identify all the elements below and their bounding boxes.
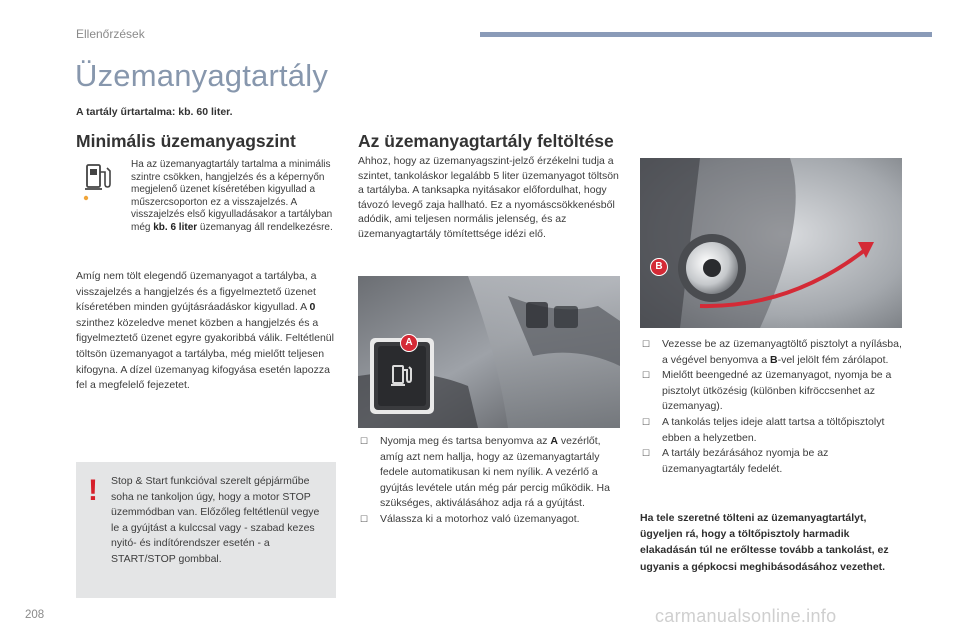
callout-b (650, 258, 668, 276)
heading-refuelling: Az üzemanyagtartály feltöltése (358, 131, 614, 151)
step-text: Nyomja meg és tartsa benyomva az (380, 435, 551, 447)
checkbox-icon: ☐ (642, 448, 651, 459)
header-rule (480, 32, 932, 37)
full-tank-note: Ha tele szeretné tölteni az üzemanyagtartályt, ügyeljen rá, hogy a töltőpisztoly harmadik elakadásán túl ne erőltesse tovább a tankolást, ez ugyanis a gépkocsi meghibásodásához vezethet. (640, 512, 889, 573)
low-fuel-body (76, 269, 338, 394)
checkbox-icon: ☐ (360, 436, 369, 446)
step-insert-nozzle (640, 337, 906, 368)
reserve-amount: kb. 6 liter (153, 221, 198, 233)
body-text: Amíg nem tölt elegendő üzemanyagot a tartályba, a visszajelzés a hangjelzés és a figyelmeztető üzenet kíséretében minden gyújtásráadáskor kigyullad. A (76, 270, 317, 314)
fuel-warning-icon (80, 160, 118, 202)
low-fuel-text: Ha az üzemanyagtartály tartalma a minimális szintre csökken, hangjelzés és a képernyőn megjelenő üzenet kíséretében kigyullad a műszercsoporton ez a visszajelzés. A visszajelzés első kigyulladásakor a tartályban még (131, 159, 333, 233)
checkbox-icon: ☐ (642, 416, 651, 427)
stop-start-warning: Stop & Start funkcióval szerelt gépjárműbe soha ne tankoljon úgy, hogy a motor STOP üzemmódban van. Előzőleg feltétlenül vegye le a gyújtást a kulccsal vagy - szabad kezes nyitó- és indítórendszer esetén - a START/STOP gombbal. (111, 475, 320, 565)
step-text-end: vezérlőt, amíg azt nem hallja, hogy az üzemanyagtartály fedele automatikusan ki nem nyílik. A vezérlő a gyújtás levétele után még pár percig működik. Ha szükséges, aktiválásához adja rá a gyújtást. (380, 435, 610, 510)
page-title: Üzemanyagtartály (75, 58, 329, 93)
step-push-nozzle (640, 368, 906, 415)
callout-a (400, 334, 418, 352)
low-fuel-description (131, 159, 336, 235)
middle-steps (358, 434, 620, 528)
fuel-filler-image (640, 158, 902, 328)
callout-b-label: B (655, 261, 663, 272)
callout-a-label: A (405, 337, 413, 348)
control-label-a: A (550, 435, 558, 447)
step-text-end: -vel jelölt fém zárólapot. (777, 353, 889, 366)
step-text: Válassza ki a motorhoz való üzemanyagot. (380, 512, 580, 525)
step-text: Mielőtt beengedné az üzemanyagot, nyomja be a pisztolyt ütközésig (különben kifröccsenhet az üzemanyag). (662, 369, 892, 413)
step-text: A tartály bezárásához nyomja be az üzemanyagtartály fedelét. (662, 447, 829, 475)
step-select-fuel (358, 512, 620, 528)
step-text: Vezesse be az üzemanyagtöltő pisztolyt a nyílásba, a végével benyomva a (662, 338, 902, 366)
checkbox-icon: ☐ (642, 370, 651, 381)
tank-capacity: A tartály űrtartalma: kb. 60 liter. (76, 106, 233, 118)
level-zero: 0 (309, 301, 316, 314)
low-fuel-text-end: üzemanyag áll rendelkezésre. (197, 221, 333, 233)
right-steps (640, 337, 906, 477)
watermark: carmanualsonline.info (655, 606, 837, 626)
section-label: Ellenőrzések (76, 27, 145, 41)
heading-minimum-level: Minimális üzemanyagszint (76, 131, 296, 151)
fuel-flap-control-image (358, 276, 620, 428)
refuelling-intro: Ahhoz, hogy az üzemanyagszint-jelző érzékelni tudja a szintet, tankoláskor legalább 5 liter üzemanyagot töltsön a tartályba. A tanksapka nyitásakor előfordulhat, hogy távozó levegő zaja hallható. Ez a nyomáscsökkenésből adódik, ami teljesen normális jelenség, és az üzemanyagtartály tömítettsége idézi elő. (358, 155, 619, 240)
step-close-flap (640, 446, 906, 477)
body-text-end: szinthez közeledve menet közben a hangjelzés és a figyelmeztető üzenet egyre gyakoribbá válik. Feltétlenül töltsön üzemanyagot a tartályba, még mielőtt teljesen kifogyna. A dízel üzemanyag kifogyása esetén lapozza fel a megfelelő fejezetet. (76, 316, 334, 392)
step-hold-nozzle (640, 415, 906, 446)
step-text: A tankolás teljes ideje alatt tartsa a töltőpisztolyt ebben a helyzetben. (662, 415, 885, 444)
page-number: 208 (25, 609, 45, 621)
step-press-control (358, 434, 620, 512)
checkbox-icon: ☐ (360, 513, 369, 524)
warning-icon: ! (88, 474, 98, 507)
plate-label-b: B (769, 353, 778, 366)
checkbox-icon: ☐ (642, 339, 651, 349)
